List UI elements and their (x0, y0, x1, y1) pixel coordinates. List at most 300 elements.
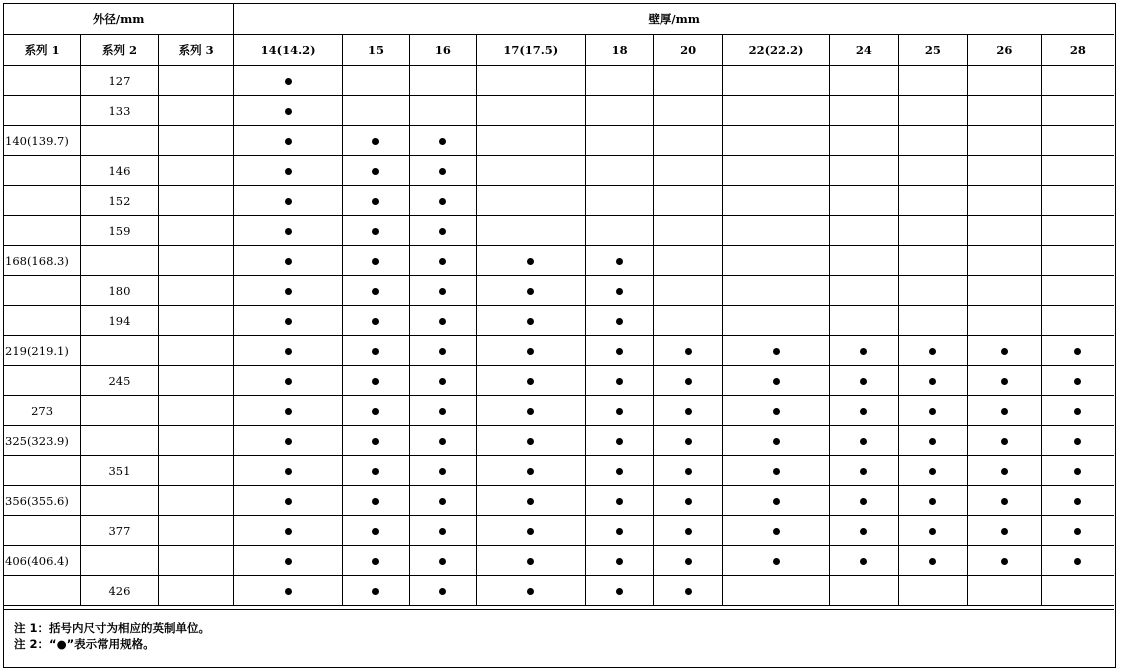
thickness-column-header: 24 (830, 35, 898, 66)
common-spec-dot-icon (439, 408, 446, 415)
thickness-cell (898, 576, 967, 606)
common-spec-dot-icon (929, 468, 936, 475)
common-spec-dot-icon (929, 378, 936, 385)
common-spec-dot-icon (527, 408, 534, 415)
thickness-cell (898, 366, 967, 396)
table-row (4, 306, 1114, 336)
table-row (4, 276, 1114, 306)
thickness-cell (830, 366, 898, 396)
thickness-cell (722, 126, 829, 156)
thickness-cell (342, 336, 409, 366)
thickness-cell (968, 126, 1042, 156)
thickness-cell (342, 576, 409, 606)
common-spec-dot-icon (773, 378, 780, 385)
thickness-cell (968, 576, 1042, 606)
common-spec-dot-icon (285, 348, 292, 355)
thickness-cell (654, 426, 722, 456)
thickness-column-header: 14(14.2) (234, 35, 342, 66)
common-spec-dot-icon (685, 438, 692, 445)
thickness-cell (968, 276, 1042, 306)
common-spec-dot-icon (285, 558, 292, 565)
common-spec-dot-icon (860, 558, 867, 565)
thickness-cell (1041, 336, 1114, 366)
series-3-cell (158, 246, 234, 276)
series-3-cell (158, 456, 234, 486)
thickness-cell (410, 456, 476, 486)
thickness-cell (585, 276, 653, 306)
series-3-cell (158, 336, 234, 366)
thickness-cell (234, 426, 342, 456)
table-row (4, 456, 1114, 486)
thickness-cell (1041, 426, 1114, 456)
thickness-cell (585, 456, 653, 486)
series-2-cell (81, 126, 159, 156)
common-spec-dot-icon (773, 408, 780, 415)
series-1-cell: 406(406.4) (4, 546, 81, 576)
table-row (4, 426, 1114, 456)
thickness-cell (585, 96, 653, 126)
thickness-cell (410, 546, 476, 576)
thickness-cell (830, 186, 898, 216)
common-spec-dot-icon (929, 558, 936, 565)
thickness-cell (1041, 576, 1114, 606)
thickness-cell (342, 246, 409, 276)
thickness-cell (898, 216, 967, 246)
thickness-cell (476, 366, 585, 396)
thickness-cell (830, 246, 898, 276)
thickness-cell (1041, 186, 1114, 216)
thickness-cell (476, 456, 585, 486)
common-spec-dot-icon (773, 468, 780, 475)
thickness-column-header: 22(22.2) (722, 35, 829, 66)
thickness-cell (476, 156, 585, 186)
note-1: 注 1：括号内尺寸为相应的英制单位。 (14, 621, 211, 635)
common-spec-dot-icon (372, 348, 379, 355)
table-row (4, 576, 1114, 606)
thickness-cell (898, 516, 967, 546)
series-2-cell: 426 (81, 576, 159, 606)
thickness-cell (1041, 126, 1114, 156)
common-spec-dot-icon (929, 528, 936, 535)
thickness-cell (654, 366, 722, 396)
common-spec-dot-icon (929, 348, 936, 355)
thickness-cell (234, 126, 342, 156)
series-2-cell: 377 (81, 516, 159, 546)
header-row-1 (4, 4, 1114, 35)
series-2-cell: 351 (81, 456, 159, 486)
thickness-cell (898, 426, 967, 456)
thickness-cell (722, 396, 829, 426)
common-spec-dot-icon (285, 228, 292, 235)
thickness-cell (585, 546, 653, 576)
series-3-cell (158, 486, 234, 516)
common-spec-dot-icon (439, 318, 446, 325)
common-spec-dot-icon (527, 468, 534, 475)
thickness-cell (585, 216, 653, 246)
series-1-cell: 219(219.1) (4, 336, 81, 366)
common-spec-dot-icon (1074, 438, 1081, 445)
thickness-cell (410, 276, 476, 306)
common-spec-dot-icon (372, 258, 379, 265)
thickness-cell (476, 546, 585, 576)
thickness-cell (234, 216, 342, 246)
common-spec-dot-icon (285, 468, 292, 475)
thickness-cell (410, 396, 476, 426)
thickness-cell (476, 126, 585, 156)
thickness-cell (968, 246, 1042, 276)
thickness-column-header: 15 (342, 35, 409, 66)
thickness-cell (1041, 456, 1114, 486)
series-3-cell (158, 426, 234, 456)
thickness-cell (410, 66, 476, 96)
thickness-cell (830, 126, 898, 156)
common-spec-dot-icon (527, 558, 534, 565)
common-spec-dot-icon (860, 408, 867, 415)
thickness-cell (968, 546, 1042, 576)
thickness-cell (342, 426, 409, 456)
thickness-cell (342, 276, 409, 306)
series-3-cell (158, 366, 234, 396)
thickness-cell (234, 186, 342, 216)
series-1-cell: 140(139.7) (4, 126, 81, 156)
common-spec-dot-icon (527, 438, 534, 445)
series-1-cell (4, 456, 81, 486)
series-3-cell (158, 216, 234, 246)
common-spec-dot-icon (929, 408, 936, 415)
thickness-cell (830, 276, 898, 306)
table-row (4, 126, 1114, 156)
common-spec-dot-icon (285, 78, 292, 85)
thickness-cell (234, 486, 342, 516)
common-spec-dot-icon (527, 588, 534, 595)
thickness-cell (476, 486, 585, 516)
series-2-cell (81, 396, 159, 426)
thickness-cell (898, 486, 967, 516)
series-1-cell (4, 306, 81, 336)
common-spec-dot-icon (616, 498, 623, 505)
thickness-cell (234, 246, 342, 276)
common-spec-dot-icon (860, 378, 867, 385)
thickness-cell (342, 396, 409, 426)
common-spec-dot-icon (860, 498, 867, 505)
common-spec-dot-icon (1074, 408, 1081, 415)
thickness-cell (722, 486, 829, 516)
series-2-cell: 180 (81, 276, 159, 306)
thickness-cell (476, 516, 585, 546)
thickness-column-header: 20 (654, 35, 722, 66)
common-spec-dot-icon (439, 468, 446, 475)
common-spec-dot-icon (372, 378, 379, 385)
thickness-cell (830, 426, 898, 456)
common-spec-dot-icon (372, 558, 379, 565)
thickness-cell (968, 456, 1042, 486)
thickness-column-header: 25 (898, 35, 967, 66)
common-spec-dot-icon (1001, 378, 1008, 385)
common-spec-dot-icon (439, 438, 446, 445)
thickness-cell (342, 156, 409, 186)
thickness-cell (654, 516, 722, 546)
common-spec-dot-icon (439, 378, 446, 385)
common-spec-dot-icon (685, 468, 692, 475)
thickness-cell (342, 366, 409, 396)
common-spec-dot-icon (1074, 558, 1081, 565)
common-spec-dot-icon (372, 168, 379, 175)
thickness-cell (722, 66, 829, 96)
series-3-cell (158, 186, 234, 216)
outer-diameter-header: 外径/mm (4, 4, 234, 35)
thickness-cell (342, 126, 409, 156)
thickness-cell (968, 66, 1042, 96)
table-body (4, 66, 1114, 606)
common-spec-dot-icon (527, 378, 534, 385)
thickness-column-header: 28 (1041, 35, 1114, 66)
common-spec-dot-icon (439, 258, 446, 265)
common-spec-dot-icon (929, 498, 936, 505)
thickness-cell (1041, 276, 1114, 306)
thickness-cell (654, 126, 722, 156)
thickness-cell (234, 306, 342, 336)
thickness-cell (654, 246, 722, 276)
thickness-cell (476, 576, 585, 606)
common-spec-dot-icon (285, 318, 292, 325)
thickness-cell (476, 246, 585, 276)
thickness-cell (1041, 486, 1114, 516)
common-spec-dot-icon (1001, 438, 1008, 445)
thickness-cell (830, 96, 898, 126)
thickness-cell (585, 126, 653, 156)
thickness-cell (968, 96, 1042, 126)
common-spec-dot-icon (372, 498, 379, 505)
common-spec-dot-icon (372, 438, 379, 445)
series-1-cell (4, 576, 81, 606)
series-1-cell: 325(323.9) (4, 426, 81, 456)
thickness-cell (654, 216, 722, 246)
table-row (4, 336, 1114, 366)
series-2-cell: 127 (81, 66, 159, 96)
thickness-cell (410, 576, 476, 606)
common-spec-dot-icon (372, 288, 379, 295)
thickness-cell (410, 186, 476, 216)
series-2-cell: 152 (81, 186, 159, 216)
common-spec-dot-icon (860, 468, 867, 475)
thickness-cell (722, 186, 829, 216)
common-spec-dot-icon (439, 528, 446, 535)
thickness-cell (234, 276, 342, 306)
common-spec-dot-icon (860, 348, 867, 355)
series-3-cell (158, 516, 234, 546)
notes-section (4, 609, 1114, 666)
common-spec-dot-icon (616, 558, 623, 565)
table-row (4, 366, 1114, 396)
common-spec-dot-icon (439, 588, 446, 595)
series-1-cell (4, 516, 81, 546)
common-spec-dot-icon (372, 198, 379, 205)
common-spec-dot-icon (1074, 498, 1081, 505)
thickness-cell (410, 156, 476, 186)
common-spec-dot-icon (616, 468, 623, 475)
thickness-cell (585, 426, 653, 456)
thickness-cell (654, 396, 722, 426)
thickness-cell (585, 576, 653, 606)
series-1-cell: 168(168.3) (4, 246, 81, 276)
thickness-cell (234, 516, 342, 546)
thickness-cell (410, 336, 476, 366)
thickness-cell (898, 186, 967, 216)
common-spec-dot-icon (860, 438, 867, 445)
series-3-cell (158, 126, 234, 156)
thickness-cell (410, 366, 476, 396)
series-3-cell (158, 546, 234, 576)
thickness-cell (410, 306, 476, 336)
thickness-cell (898, 396, 967, 426)
thickness-cell (234, 546, 342, 576)
thickness-cell (585, 246, 653, 276)
common-spec-dot-icon (616, 378, 623, 385)
thickness-cell (968, 336, 1042, 366)
common-spec-dot-icon (1001, 498, 1008, 505)
common-spec-dot-icon (439, 498, 446, 505)
thickness-cell (722, 546, 829, 576)
table-row (4, 546, 1114, 576)
series-1-cell (4, 156, 81, 186)
common-spec-dot-icon (527, 318, 534, 325)
thickness-cell (585, 306, 653, 336)
common-spec-dot-icon (527, 498, 534, 505)
common-spec-dot-icon (773, 438, 780, 445)
table-row (4, 246, 1114, 276)
thickness-cell (476, 276, 585, 306)
thickness-cell (1041, 246, 1114, 276)
common-spec-dot-icon (1001, 408, 1008, 415)
thickness-cell (722, 276, 829, 306)
thickness-cell (722, 246, 829, 276)
common-spec-dot-icon (285, 108, 292, 115)
thickness-cell (410, 516, 476, 546)
thickness-cell (585, 366, 653, 396)
common-spec-dot-icon (439, 228, 446, 235)
common-spec-dot-icon (616, 348, 623, 355)
common-spec-dot-icon (773, 498, 780, 505)
thickness-cell (410, 246, 476, 276)
common-spec-dot-icon (372, 468, 379, 475)
common-spec-dot-icon (439, 168, 446, 175)
common-spec-dot-icon (685, 378, 692, 385)
thickness-cell (830, 576, 898, 606)
series-2-cell (81, 246, 159, 276)
series-1-cell (4, 216, 81, 246)
table-row (4, 486, 1114, 516)
common-spec-dot-icon (285, 588, 292, 595)
thickness-cell (234, 366, 342, 396)
thickness-cell (410, 126, 476, 156)
thickness-cell (410, 96, 476, 126)
thickness-cell (342, 546, 409, 576)
thickness-cell (342, 486, 409, 516)
thickness-cell (968, 156, 1042, 186)
series-3-cell (158, 276, 234, 306)
thickness-cell (830, 306, 898, 336)
common-spec-dot-icon (527, 288, 534, 295)
thickness-cell (476, 396, 585, 426)
thickness-cell (654, 456, 722, 486)
thickness-cell (476, 66, 585, 96)
thickness-cell (585, 336, 653, 366)
common-spec-dot-icon (929, 438, 936, 445)
series-2-cell (81, 426, 159, 456)
thickness-cell (1041, 156, 1114, 186)
thickness-cell (585, 486, 653, 516)
common-spec-dot-icon (372, 318, 379, 325)
note-2: 注 2：“●”表示常用规格。 (14, 637, 155, 651)
thickness-column-header: 16 (410, 35, 476, 66)
thickness-cell (410, 216, 476, 246)
common-spec-dot-icon (372, 138, 379, 145)
series-1-cell (4, 186, 81, 216)
thickness-cell (234, 396, 342, 426)
thickness-cell (722, 426, 829, 456)
thickness-cell (1041, 66, 1114, 96)
common-spec-dot-icon (616, 408, 623, 415)
thickness-column-header: 26 (968, 35, 1042, 66)
common-spec-dot-icon (372, 528, 379, 535)
series-2-cell: 245 (81, 366, 159, 396)
common-spec-dot-icon (372, 228, 379, 235)
common-spec-dot-icon (285, 408, 292, 415)
common-spec-dot-icon (439, 138, 446, 145)
series-1-cell: 356(355.6) (4, 486, 81, 516)
common-spec-dot-icon (439, 288, 446, 295)
common-spec-dot-icon (372, 408, 379, 415)
header-row-2 (4, 35, 1114, 66)
series-3-cell (158, 66, 234, 96)
common-spec-dot-icon (439, 558, 446, 565)
thickness-cell (898, 96, 967, 126)
common-spec-dot-icon (285, 528, 292, 535)
thickness-cell (968, 516, 1042, 546)
thickness-cell (410, 426, 476, 456)
thickness-cell (898, 246, 967, 276)
thickness-cell (898, 156, 967, 186)
thickness-cell (898, 66, 967, 96)
series-3-cell (158, 156, 234, 186)
common-spec-dot-icon (616, 258, 623, 265)
common-spec-dot-icon (685, 408, 692, 415)
common-spec-dot-icon (1074, 528, 1081, 535)
series-3-cell (158, 576, 234, 606)
thickness-cell (585, 66, 653, 96)
series-2-cell: 194 (81, 306, 159, 336)
thickness-cell (968, 426, 1042, 456)
thickness-cell (234, 156, 342, 186)
table-row (4, 186, 1114, 216)
common-spec-dot-icon (1001, 528, 1008, 535)
thickness-cell (830, 396, 898, 426)
thickness-cell (654, 546, 722, 576)
series-3-cell (158, 396, 234, 426)
series-3-cell (158, 96, 234, 126)
thickness-cell (722, 96, 829, 126)
thickness-cell (654, 186, 722, 216)
thickness-column-header: 18 (585, 35, 653, 66)
common-spec-dot-icon (685, 558, 692, 565)
common-spec-dot-icon (372, 588, 379, 595)
thickness-cell (968, 306, 1042, 336)
thickness-cell (830, 486, 898, 516)
thickness-cell (654, 336, 722, 366)
thickness-cell (968, 186, 1042, 216)
thickness-cell (342, 216, 409, 246)
wall-thickness-header: 壁厚/mm (234, 4, 1114, 35)
